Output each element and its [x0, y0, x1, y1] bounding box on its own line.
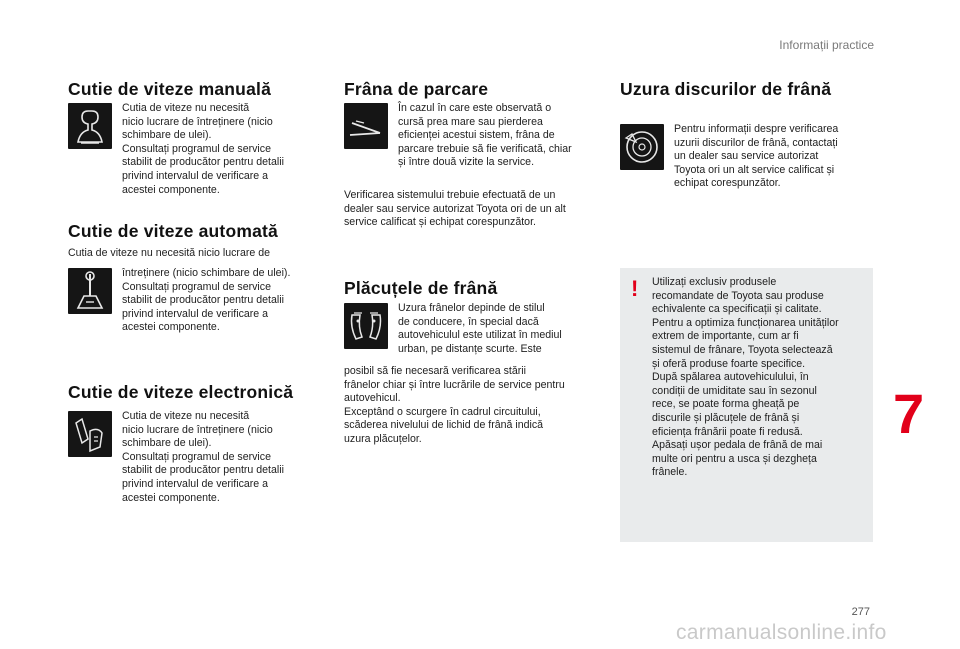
text-line: discurile și plăcuțele de frână și [652, 411, 800, 424]
text-line: Verificarea sistemului trebuie efectuată de un [344, 189, 556, 201]
text-line: sistemul de frânare, Toyota selectează [652, 343, 833, 356]
text-line: Consultați programul de service [122, 450, 271, 463]
text-line: echipat corespunzător. [674, 177, 781, 190]
text-line: schimbare de ulei). [122, 437, 212, 450]
chapter-number: 7 [893, 382, 925, 445]
text-line: uzurii discurilor de frână, contactați [674, 136, 838, 149]
text-line: Cutia de viteze nu necesită [122, 102, 250, 114]
text-line: privind intervalul de verificare a [122, 307, 269, 320]
text-line: uzura plăcuțelor. [344, 432, 422, 445]
text-line: În cazul în care este observată o [398, 102, 552, 114]
text-line: extrem de importante, cum ar fi [652, 330, 799, 343]
text-line: nicio lucrare de întreținere (nicio [122, 423, 273, 436]
warning-exclamation-icon: ! [631, 276, 639, 301]
parking-brake-lever-icon [344, 103, 388, 149]
text-line: frânele. [652, 466, 688, 479]
automatic-gearbox-text [122, 267, 322, 335]
text-line: și oferă produse foarte specifice. [652, 357, 806, 370]
text-line: echivalente ca specificații și calitate. [652, 303, 822, 316]
text-line: Apăsați ușor pedala de frână de mai [652, 439, 823, 452]
text-line: Exceptând o scurgere în cadrul circuitului, [344, 405, 541, 418]
text-line: Utilizați exclusiv produsele [652, 276, 777, 288]
text-line: autovehicul. [344, 392, 401, 405]
text-line: acestei componente. [122, 183, 220, 196]
warning-text [652, 276, 872, 480]
text-line: După spălarea autovehiculului, în [652, 371, 809, 384]
text-line: autovehiculul este utilizat în mediul [398, 329, 562, 342]
text-line: de conducere, în special dacă [398, 315, 539, 328]
text-line: parcare trebuie să fie verificată, chiar [398, 142, 572, 155]
text-line: Toyota ori un alt service calificat și [674, 163, 835, 176]
text-line: întreținere (nicio schimbare de ulei). [122, 267, 291, 279]
automatic-gear-lever-icon [68, 268, 112, 314]
automatic-gearbox-title: Cutie de viteze automată [68, 221, 278, 241]
text-line: service calificat și echipat corespunzător. [344, 216, 536, 229]
text-line: recomandate de Toyota sau produse [652, 289, 824, 302]
text-line: scăderea nivelului de lichid de frână indică [344, 419, 544, 432]
section-header: Informații practice [779, 38, 874, 52]
brake-pads-text [398, 302, 604, 356]
text-line: acestei componente. [122, 321, 220, 334]
manual-gearbox-title: Cutie de viteze manuală [68, 79, 271, 99]
brake-pads-icon [344, 303, 388, 349]
text-line: rece, se poate forma gheață pe [652, 398, 800, 411]
text-line: Cutia de viteze nu necesită [122, 410, 250, 422]
text-line: stabilit de producător pentru detalii [122, 464, 284, 477]
page-number: 277 [851, 606, 870, 618]
text-line: și între două vizite la service. [398, 156, 535, 169]
brake-pads-title: Plăcuțele de frână [344, 278, 498, 298]
manual-gearbox-text [122, 102, 322, 197]
text-line: frânelor chiar și între lucrările de service pentru [344, 378, 565, 391]
text-line: nicio lucrare de întreținere (nicio [122, 115, 273, 128]
text-line: acestei componente. [122, 491, 220, 504]
text-line: condiții de umiditate sau în sezonul [652, 384, 817, 397]
brake-pads-para [344, 365, 604, 447]
manual-gear-lever-icon [68, 103, 112, 149]
automatic-gearbox-intro: Cutia de viteze nu necesită nicio lucrare de [68, 247, 270, 259]
text-line: stabilit de producător pentru detalii [122, 156, 284, 169]
text-line: Uzura frânelor depinde de stilul [398, 302, 545, 314]
brake-discs-text [674, 123, 874, 191]
text-line: posibil să fie necesară verificarea stării [344, 365, 526, 377]
text-line: multe ori pentru a usca și dezgheța [652, 452, 817, 465]
text-line: urban, pe distanțe scurte. Este [398, 342, 542, 355]
text-line: un dealer sau service autorizat [674, 150, 819, 163]
text-line: dealer sau service autorizat Toyota ori de un alt [344, 202, 566, 215]
text-line: stabilit de producător pentru detalii [122, 294, 284, 307]
brake-discs-title: Uzura discurilor de frână [620, 79, 832, 99]
text-line: schimbare de ulei). [122, 129, 212, 142]
text-line: Consultați programul de service [122, 280, 271, 293]
text-line: privind intervalul de verificare a [122, 477, 269, 490]
parking-brake-text [398, 102, 604, 170]
electronic-gear-selector-icon [68, 411, 112, 457]
parking-brake-para [344, 189, 604, 230]
brake-disc-icon [620, 124, 664, 170]
electronic-gearbox-title: Cutie de viteze electronică [68, 382, 294, 402]
text-line: eficiența frânării poate fi redusă. [652, 425, 803, 438]
parking-brake-title: Frâna de parcare [344, 79, 489, 99]
text-line: Pentru a optimiza funcționarea unităților [652, 316, 839, 329]
text-line: eficienței acestui sistem, frâna de [398, 129, 555, 142]
text-line: cursă prea mare sau pierderea [398, 115, 543, 128]
electronic-gearbox-text [122, 410, 322, 505]
watermark: carmanualsonline.info [676, 621, 887, 644]
text-line: Consultați programul de service [122, 142, 271, 155]
text-line: privind intervalul de verificare a [122, 169, 269, 182]
text-line: Pentru informații despre verificarea [674, 123, 839, 135]
